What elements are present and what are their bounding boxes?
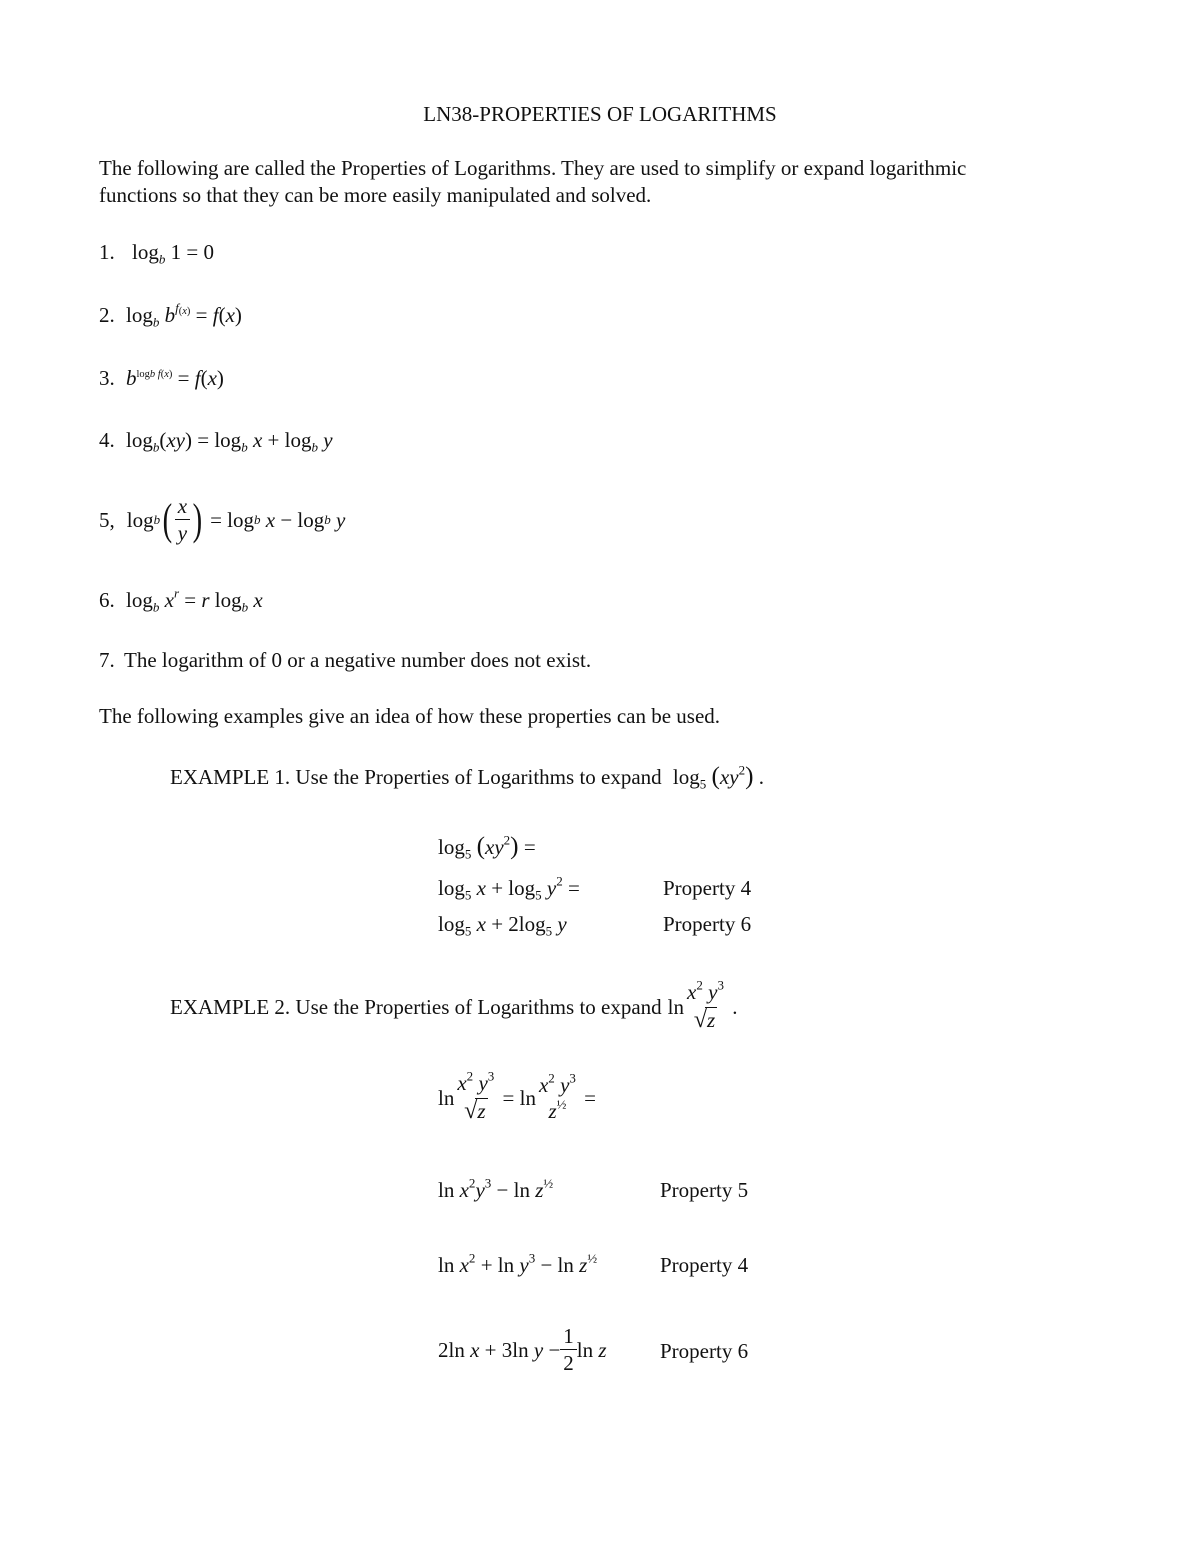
example-2-expression: ln $x^2$ $y^3$ √z . [667, 977, 738, 1033]
example-1-step-3: $\log_5 x + 2\log_5$ y [438, 912, 567, 939]
example-2-step-4: 2ln x + 3ln y − $\frac{1}{2}$ ln z [438, 1324, 607, 1375]
example-1-prompt [170, 762, 764, 792]
property-text: The logarithm of 0 or a negative number does not exist. [124, 648, 592, 672]
property-5 [99, 488, 345, 552]
example-2-step-1: ln $x^2$ $y^3$ √z = ln $x^2$ $y^3$ $z^{\frac{1}{2}}$ = [438, 1068, 596, 1124]
property-number: 7. [99, 648, 115, 672]
example-1-step-2: $\log_5 x + \log_5 y^2$ = [438, 873, 580, 903]
property-number: 6. [99, 588, 115, 612]
intro-line-2: functions so that they can be more easily manipulated and solved. [99, 183, 652, 207]
property-3 [99, 368, 224, 389]
example-2-step-2-label: Property 5 [660, 1178, 749, 1202]
property-formula: $\log_b 1 = 0$ [132, 240, 214, 267]
property-formula: $\log_b b^{f(x)} = f(x)$ [126, 300, 242, 330]
examples-intro: The following examples give an idea of how these properties can be used. [99, 704, 721, 728]
example-2-step-4-label: Property 6 [660, 1339, 749, 1363]
property-6 [99, 585, 263, 615]
property-number: 4. [99, 428, 115, 452]
property-formula: $\log_b(xy) = \log_b x + \log_b y$ [126, 428, 333, 455]
example-2-prompt-text: EXAMPLE 2. Use the Properties of Logarithms to expand [170, 994, 662, 1019]
example-2-step-2: $\ln x^2y^3 - \ln z^{\frac{1}{2}}$ [438, 1175, 554, 1202]
example-2-step-3: $\ln x^2 + \ln y^3 - \ln z^{\frac{1}{2}}$ [438, 1250, 598, 1277]
example-1-expression: $\log_5 (xy^2)$ . [672, 762, 764, 792]
example-1-step-3-label: Property 6 [663, 912, 752, 936]
property-1 [99, 240, 214, 267]
property-number: 1. [99, 240, 115, 264]
property-number: 5, [99, 507, 115, 532]
example-1-step-2-label: Property 4 [663, 876, 752, 900]
property-formula: $\log_b x^r = r$ $\log_b x$ [126, 585, 263, 615]
example-2-prompt [170, 975, 737, 1039]
example-2-step-3-label: Property 4 [660, 1253, 749, 1277]
property-formula: log b ( $\frac{x}{y}$ ) = log b x − log b y [126, 494, 346, 545]
property-7 [99, 650, 591, 671]
property-2 [99, 300, 242, 330]
property-number: 3. [99, 366, 115, 390]
example-1-step-1: $\log_5 (xy^2)$ = [438, 832, 536, 862]
property-4 [99, 428, 333, 455]
property-formula: $b^{logb f(x)} = f(x)$ [126, 366, 224, 390]
property-number: 2. [99, 303, 115, 327]
example-1-prompt-text: EXAMPLE 1. Use the Properties of Logarithms to expand [170, 765, 662, 789]
page-title: LN38-PROPERTIES OF LOGARITHMS [423, 102, 777, 126]
log-base: 5 [699, 776, 707, 792]
intro-line-1: The following are called the Properties of Logarithms. They are used to simplify or expand logarithmic [99, 156, 967, 180]
